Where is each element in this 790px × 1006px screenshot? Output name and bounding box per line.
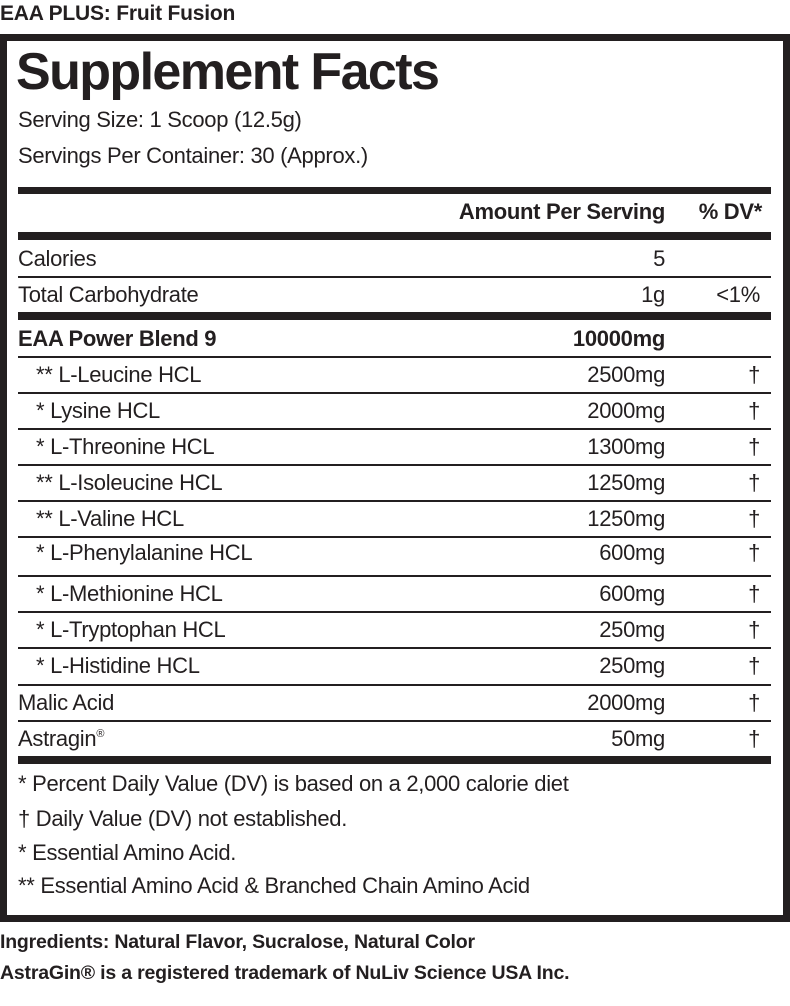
ingredient-amount: 1250mg: [587, 506, 665, 531]
ingredient-row: [18, 358, 771, 392]
ingredient-row: [18, 649, 771, 683]
ingredient-name: Malic Acid: [18, 690, 115, 715]
nutrient-dv: <1%: [716, 282, 760, 307]
ingredient-row-malic-acid: [18, 686, 771, 720]
ingredient-amount: 2000mg: [587, 690, 665, 715]
ingredient-amount: 2500mg: [587, 362, 665, 387]
ingredient-row: [18, 502, 771, 536]
footnote-essential: * Essential Amino Acid.: [18, 840, 237, 865]
nutrient-row-carbohydrate: [18, 278, 771, 312]
dagger-icon: †: [748, 653, 760, 678]
ingredient-amount: 250mg: [599, 653, 665, 678]
ingredient-name: ** L-Leucine HCL: [36, 362, 202, 387]
footnote-dv: * Percent Daily Value (DV) is based on a 2,000 calorie diet: [18, 771, 569, 796]
footnote-dagger: † Daily Value (DV) not established.: [18, 806, 348, 831]
ingredient-amount: 2000mg: [587, 398, 665, 423]
dagger-icon: †: [748, 506, 760, 531]
dagger-icon: †: [748, 726, 760, 751]
ingredient-row: [18, 577, 771, 611]
thick-divider: [18, 756, 771, 764]
dagger-icon: †: [748, 398, 760, 423]
servings-per-container: Servings Per Container: 30 (Approx.): [18, 143, 368, 168]
ingredient-name: ** L-Isoleucine HCL: [36, 470, 223, 495]
nutrient-amount: 5: [653, 246, 665, 271]
nutrient-name: Total Carbohydrate: [18, 282, 199, 307]
ingredient-row: [18, 394, 771, 428]
ingredient-name: ** L-Valine HCL: [36, 506, 184, 531]
ingredient-amount: 50mg: [611, 726, 665, 751]
dv-header: % DV*: [698, 199, 762, 224]
nutrient-amount: 1g: [641, 282, 665, 307]
ingredient-row: [18, 466, 771, 500]
panel-title: Supplement Facts: [16, 43, 439, 101]
dagger-icon: †: [748, 690, 760, 715]
ingredient-row: [18, 430, 771, 464]
dagger-icon: †: [748, 470, 760, 495]
nutrient-name: Calories: [18, 246, 97, 271]
product-title: EAA PLUS: Fruit Fusion: [0, 2, 236, 25]
ingredient-row-astragin: [18, 722, 771, 756]
thick-divider: [18, 232, 771, 240]
ingredient-amount: 1300mg: [587, 434, 665, 459]
dagger-icon: †: [748, 434, 760, 459]
trademark-notice: AstraGin® is a registered trademark of NuLiv Science USA Inc.: [0, 962, 570, 984]
ingredient-name: * L-Methionine HCL: [36, 581, 223, 606]
ingredient-name: * L-Histidine HCL: [36, 653, 200, 678]
thick-divider: [18, 312, 771, 320]
ingredients-statement: Ingredients: Natural Flavor, Sucralose, Natural Color: [0, 931, 475, 953]
ingredient-name: Astragin®: [18, 726, 105, 751]
ingredient-name: * L-Phenylalanine HCL: [36, 540, 253, 565]
ingredient-row: [18, 613, 771, 647]
footnote-bcaa: ** Essential Amino Acid & Branched Chain Amino Acid: [18, 873, 530, 898]
serving-size: Serving Size: 1 Scoop (12.5g): [18, 107, 302, 132]
registered-mark: ®: [96, 728, 105, 740]
thick-divider: [18, 187, 771, 194]
blend-amount: 10000mg: [572, 326, 665, 351]
dagger-icon: †: [748, 362, 760, 387]
column-header: [18, 196, 771, 230]
ingredient-amount: 600mg: [599, 581, 665, 606]
amount-header: Amount Per Serving: [458, 199, 665, 224]
ingredient-amount: 600mg: [599, 540, 665, 565]
blend-row: [18, 320, 771, 356]
dagger-icon: †: [748, 617, 760, 642]
dagger-icon: †: [748, 581, 760, 606]
blend-name: EAA Power Blend 9: [18, 326, 217, 351]
ingredient-name: * Lysine HCL: [36, 398, 160, 423]
ingredient-row: [18, 538, 771, 570]
ingredient-name: * L-Threonine HCL: [36, 434, 215, 459]
ingredient-amount: 250mg: [599, 617, 665, 642]
nutrient-row-calories: [18, 240, 771, 276]
ingredient-amount: 1250mg: [587, 470, 665, 495]
ingredient-name: * L-Tryptophan HCL: [36, 617, 226, 642]
dagger-icon: †: [748, 540, 760, 565]
